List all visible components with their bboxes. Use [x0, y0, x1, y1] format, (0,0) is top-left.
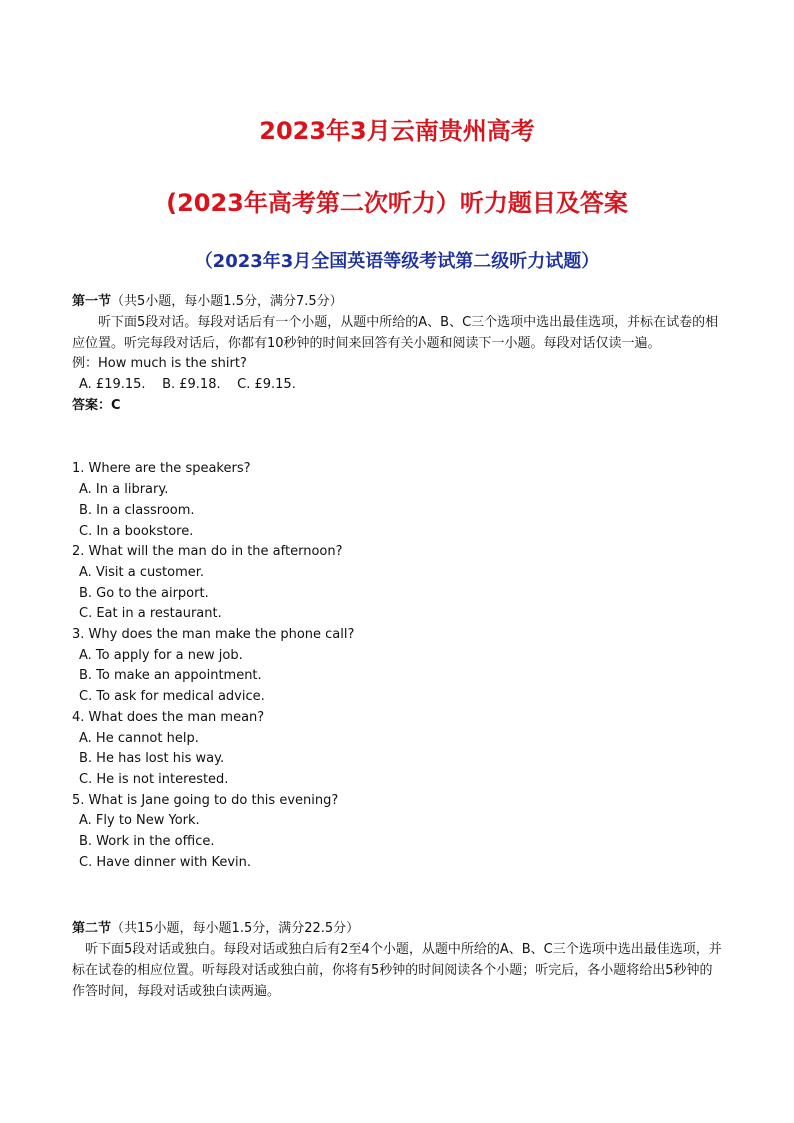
section1-instructions: 听下面5段对话。每段对话后有一个小题，从题中所给的A、B、C三个选项中选出最佳选项，并标在试卷的相应位置。听完每段对话后，你都有10秒钟的时间来回答有关小题和阅读下一小题。每段对话仅读一遍。 — [72, 315, 719, 351]
question-4-option-a: A. He cannot help. — [79, 730, 199, 746]
page-title-line2: (2023年高考第二次听力）听力题目及答案 — [166, 189, 628, 217]
question-5-option-a: A. Fly to New York. — [79, 813, 200, 829]
question-5-option-b: B. Work in the office. — [79, 834, 215, 850]
example-answer: 答案：C — [72, 398, 121, 414]
question-1: 1. Where are the speakers? — [72, 461, 251, 477]
section2-note: （共15小题，每小题1.5分，满分22.5分） — [111, 921, 360, 937]
question-2-option-a: A. Visit a customer. — [79, 564, 205, 580]
section2-instructions: 听下面5段对话或独白。每段对话或独白后有2至4个小题，从题中所给的A、B、C三个选项中选出最佳选项，并标在试卷的相应位置。听每段对话或独白前，你将有5秒钟的时间阅读各个小题；听完后，各小题将给出5秒钟的作答时间，每段对话或独白读两遍。 — [72, 942, 722, 1000]
question-5: 5. What is Jane going to do this evening? — [72, 792, 339, 808]
section2-title: 第二节 — [72, 921, 112, 937]
question-4: 4. What does the man mean? — [72, 709, 265, 725]
question-3-option-a: A. To apply for a new job. — [79, 647, 243, 663]
example-options: A. £19.15. B. £9.18. C. £9.15. — [79, 376, 296, 392]
question-3-option-c: C. To ask for medical advice. — [79, 689, 265, 705]
question-2-option-c: C. Eat in a restaurant. — [79, 606, 222, 622]
page-subtitle: （2023年3月全国英语等级考试第二级听力试题） — [194, 251, 600, 272]
question-3: 3. Why does the man make the phone call? — [72, 627, 355, 643]
section2-heading — [72, 919, 724, 939]
section1-note: （共5小题，每小题1.5分，满分7.5分） — [111, 294, 343, 309]
section1-heading — [72, 292, 724, 312]
question-list — [72, 459, 724, 873]
question-4-option-c: C. He is not interested. — [79, 771, 229, 787]
question-5-option-c: C. Have dinner with Kevin. — [79, 854, 251, 870]
question-3-option-b: B. To make an appointment. — [79, 668, 262, 684]
question-2: 2. What will the man do in the afternoon? — [72, 544, 343, 560]
section1-title: 第一节 — [72, 294, 112, 309]
question-4-option-b: B. He has lost his way. — [79, 751, 225, 767]
question-2-option-b: B. Go to the airport. — [79, 585, 209, 601]
question-1-option-c: C. In a bookstore. — [79, 523, 194, 539]
question-1-option-b: B. In a classroom. — [79, 502, 195, 518]
page-title: 2023年3月云南贵州高考 — [259, 117, 535, 145]
example-question: 例：How much is the shirt? — [72, 356, 247, 371]
document-body — [72, 292, 724, 1002]
question-1-option-a: A. In a library. — [79, 482, 169, 498]
